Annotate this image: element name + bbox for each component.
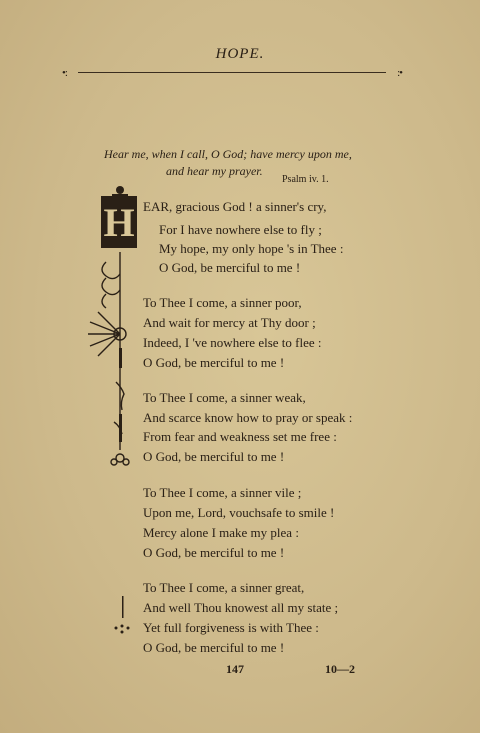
- verse-line: O God, be merciful to me !: [159, 260, 301, 275]
- header-rule: [62, 66, 402, 80]
- running-head: HOPE.: [215, 46, 265, 62]
- verse-line: To Thee I come, a sinner vile ;: [143, 485, 302, 500]
- verse-line: Indeed, I 've nowhere else to flee :: [143, 335, 322, 350]
- verse-line: From fear and weakness set me free :: [143, 429, 337, 444]
- bottom-ornament-icon: [110, 596, 134, 646]
- rule-ornament-left-icon: •:: [62, 67, 67, 79]
- rule-line: [78, 72, 386, 73]
- epigraph-line-2: and hear my prayer.: [166, 164, 263, 178]
- epigraph-line-1: Hear me, when I call, O God; have mercy upon me,: [104, 147, 352, 161]
- verse-line: Upon me, Lord, vouchsafe to smile !: [143, 505, 335, 520]
- verse-line: And scarce know how to pray or speak :: [143, 410, 353, 425]
- rule-ornament-right-icon: :•: [397, 67, 402, 79]
- verse-line: Yet full forgiveness is with Thee :: [143, 620, 319, 635]
- page-number: 147: [226, 662, 244, 676]
- verse-line: For I have nowhere else to fly ;: [159, 222, 322, 237]
- verse-line: And well Thou knowest all my state ;: [143, 600, 339, 615]
- verse-line: O God, be merciful to me !: [143, 355, 285, 370]
- signature-mark: 10—2: [325, 662, 355, 676]
- verse-line: To Thee I come, a sinner great,: [143, 580, 305, 595]
- verse-line: Mercy alone I make my plea :: [143, 525, 299, 540]
- verse-line: My hope, my only hope 's in Thee :: [159, 241, 344, 256]
- verse-line: O God, be merciful to me !: [143, 545, 285, 560]
- drop-cap: H: [101, 196, 137, 248]
- verse-line: To Thee I come, a sinner poor,: [143, 295, 302, 310]
- verse-line: To Thee I come, a sinner weak,: [143, 390, 306, 405]
- verse-line: EAR, gracious God ! a sinner's cry,: [143, 199, 327, 214]
- epigraph-reference: Psalm iv. 1.: [282, 174, 329, 185]
- verse-line: O God, be merciful to me !: [143, 640, 285, 655]
- verse-line: And wait for mercy at Thy door ;: [143, 315, 316, 330]
- verse-line: O God, be merciful to me !: [143, 449, 285, 464]
